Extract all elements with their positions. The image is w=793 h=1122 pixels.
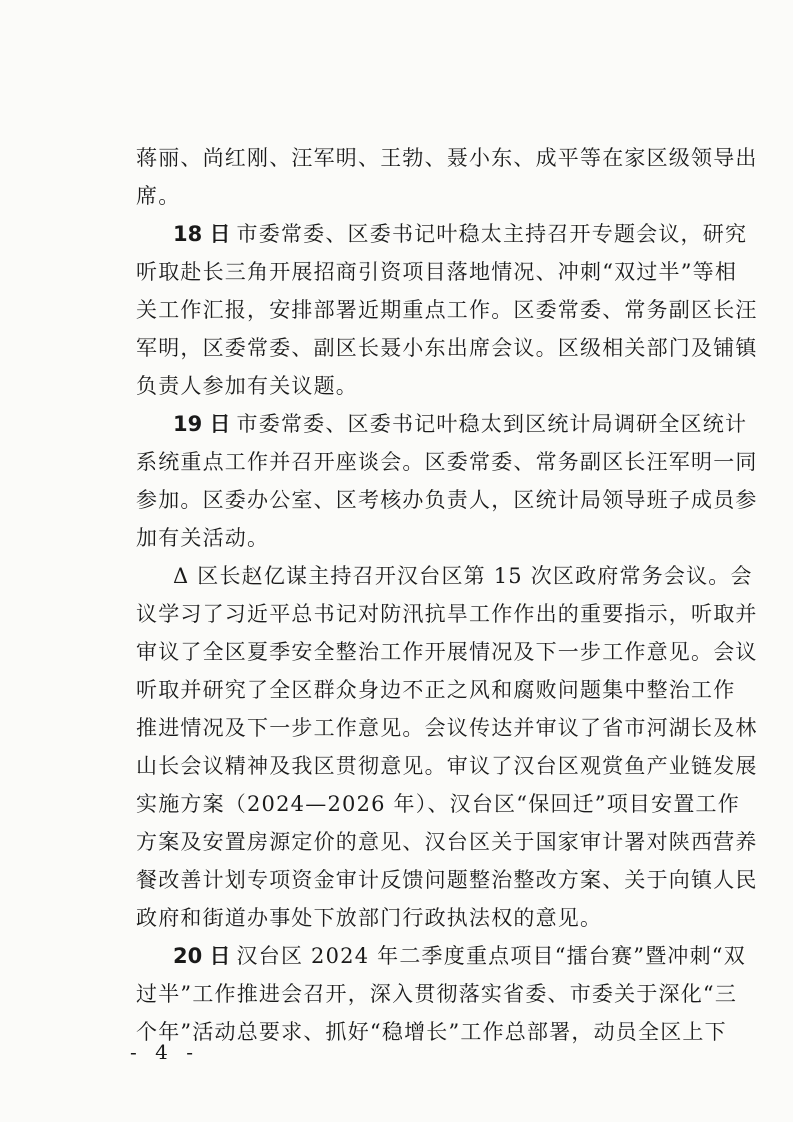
text-line: 实施方案（2024—2026 年）、汉台区“保回迁”项目安置工作 xyxy=(136,792,740,816)
text-line: 听取并研究了全区群众身边不正之风和腐败问题集中整治工作 xyxy=(136,678,736,702)
text-line: 个年”活动总要求、抓好“稳增长”工作总部署，动员全区上下 xyxy=(136,1020,727,1044)
text-line: 军明，区委常委、副区长聂小东出席会议。区级相关部门及铺镇 xyxy=(136,336,758,360)
paragraph-first-line xyxy=(173,216,747,252)
text-span: 市委常委、区委书记叶稳太到区统计局调研全区统计 xyxy=(236,412,748,436)
text-line: 餐改善计划专项资金审计反馈问题整治整改方案、关于向镇人民 xyxy=(136,868,758,892)
text-line: 蒋丽、尚红刚、汪军明、王勃、聂小东、成平等在家区级领导出 xyxy=(136,146,758,170)
text-span: 市委常委、区委书记叶稳太主持召开专题会议，研究 xyxy=(236,222,748,246)
page-number: - 4 - xyxy=(130,1040,199,1064)
text-line: 政府和街道办事处下放部门行政执法权的意见。 xyxy=(136,906,603,930)
date-label: 19 日 xyxy=(173,412,231,436)
text-line: 推进情况及下一步工作意见。会议传达并审议了省市河湖长及林 xyxy=(136,716,758,740)
text-span: 汉台区 2024 年二季度重点项目“擂台赛”暨冲刺“双 xyxy=(236,944,746,968)
date-label: 20 日 xyxy=(173,944,231,968)
text-line: 审议了全区夏季安全整治工作开展情况及下一步工作意见。会议 xyxy=(136,640,758,664)
text-line: 参加。区委办公室、区考核办负责人，区统计局领导班子成员参 xyxy=(136,488,758,512)
text-line: 过半”工作推进会召开，深入贯彻落实省委、市委关于深化“三 xyxy=(136,982,738,1006)
text-line: 席。 xyxy=(136,184,181,208)
paragraph-first-line: Δ 区长赵亿谋主持召开汉台区第 15 次区政府常务会议。会 xyxy=(173,564,753,588)
text-line: 议学习了习近平总书记对防汛抗旱工作作出的重要指示，听取并 xyxy=(136,602,758,626)
text-line: 关工作汇报，安排部署近期重点工作。区委常委、常务副区长汪 xyxy=(136,298,758,322)
text-line: 加有关活动。 xyxy=(136,526,270,550)
text-line: 听取赴长三角开展招商引资项目落地情况、冲刺“双过半”等相 xyxy=(136,260,738,284)
paragraph-first-line xyxy=(173,938,746,974)
date-label: 18 日 xyxy=(173,222,231,246)
paragraph-first-line xyxy=(173,406,747,442)
text-line: 方案及安置房源定价的意见、汉台区关于国家审计署对陕西营养 xyxy=(136,830,758,854)
text-line: 山长会议精神及我区贯彻意见。审议了汉台区观赏鱼产业链发展 xyxy=(136,754,758,778)
text-line: 系统重点工作并召开座谈会。区委常委、常务副区长汪军明一同 xyxy=(136,450,758,474)
text-line: 负责人参加有关议题。 xyxy=(136,374,358,398)
